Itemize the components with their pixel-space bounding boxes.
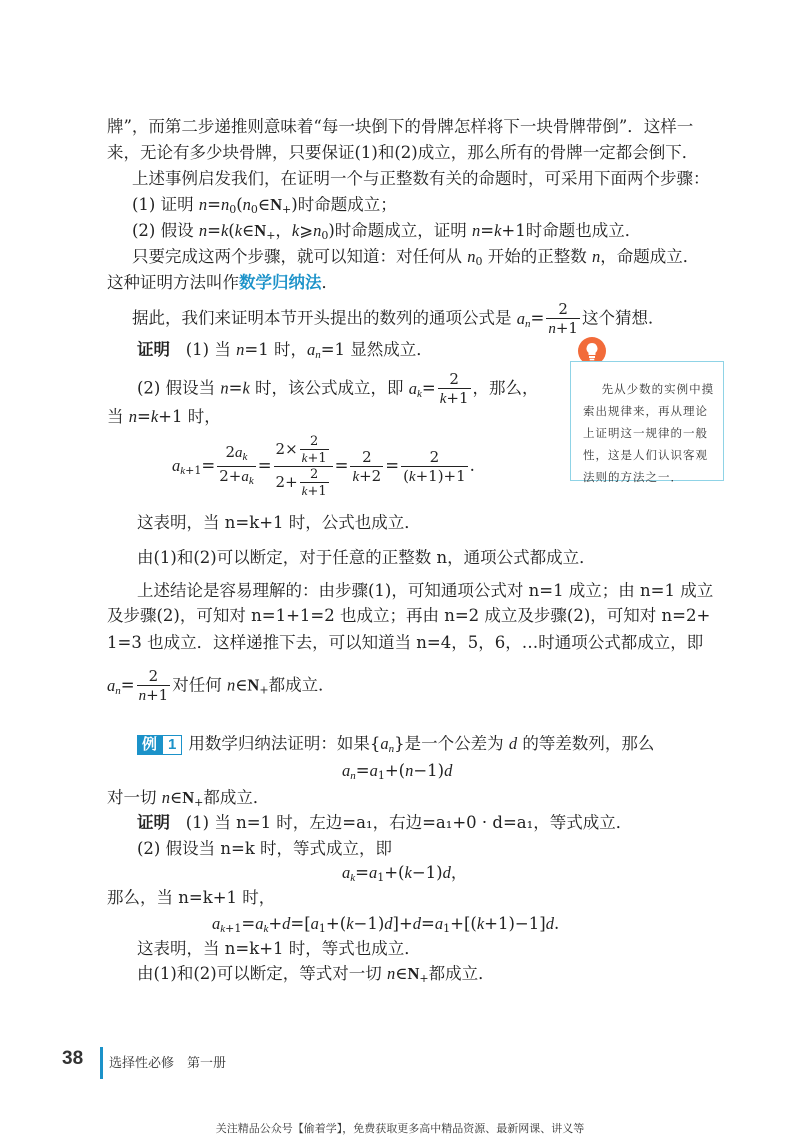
book-title: 选择性必修 第一册 bbox=[109, 1056, 227, 1071]
side-note bbox=[570, 361, 724, 484]
body-line: an= $\frac{2}{n+1}$ 对任何 $n\in N_+$都成立． bbox=[107, 667, 335, 704]
proof-line: 证明 (1) 当 n=1 时，左边=a₁，右边=a₁+0 · d=a₁，等式成立． bbox=[137, 813, 633, 832]
step-1: (1) 证明 $n=n_0(n_0\in N_+)$时命题成立； bbox=[132, 195, 397, 216]
proof-line: 那么，当 n=k+1 时， bbox=[107, 888, 276, 907]
side-note-text: 先从少数的实例中摸索出规律来，再从理论上证明这一规律的一般性，这是人们认识客观法则的方法之一． bbox=[583, 382, 715, 484]
example-1-heading: 例 1 用数学归纳法证明：如果{an}是一个公差为 d 的等差数列，那么 bbox=[137, 733, 654, 760]
body-line: 来，无论有多少块骨牌，只要保证(1)和(2)成立，那么所有的骨牌一定都会倒下． bbox=[107, 143, 699, 162]
body-line: 上述事例启发我们，在证明一个与正整数有关的命题时，可采用下面两个步骤： bbox=[132, 169, 710, 188]
body-line: 1=3 也成立．这样递推下去，可以知道当 n=4，5，6，…时通项公式都成立，即 bbox=[107, 633, 704, 652]
body-line: 牌”，而第二步递推则意味着“每一块倒下的骨牌怎样将下一块骨牌带倒”．这样一 bbox=[107, 117, 694, 136]
example-formula: $ak_{+1}=ak+d=[a_1+(k-1)d]+d=a_1+[(k+1)-1]d$. bbox=[212, 914, 560, 935]
body-line: 上述结论是容易理解的：由步骤(1)，可知通项公式对 n=1 成立；由 n=1 成立 bbox=[137, 581, 714, 600]
example-badge: 例 1 bbox=[137, 735, 182, 755]
example-formula: $ak=a_1+(k-1)d$， bbox=[342, 863, 468, 884]
body-line: 只要完成这两个步骤，就可以知道：对任何从 $n_0$ 开始的正整数 n，命题成立． bbox=[132, 247, 700, 268]
footer-divider bbox=[100, 1047, 103, 1079]
page-number: 38 bbox=[62, 1048, 84, 1069]
proof-line: 当 n=k+1 时， bbox=[107, 407, 221, 426]
proof-line: 由(1)和(2)可以断定，等式对一切 $n\in N_+$都成立． bbox=[137, 964, 495, 985]
term-mathematical-induction: 数学归纳法 bbox=[239, 273, 322, 292]
body-line: 对一切 $n\in N_+$都成立． bbox=[107, 788, 270, 809]
body-line: 及步骤(2)，可知对 n=1+1=2 也成立；再由 n=2 成立及步骤(2)，可知对 n=2+ bbox=[107, 606, 711, 625]
step-2: (2) 假设 $n=k(k\in N_+$，$k⩾n_0$)时命题成立，证明 n=k+1时命题也成立． bbox=[132, 221, 642, 242]
body-line: 这表明，当 n=k+1 时，公式也成立． bbox=[137, 513, 421, 532]
display-equation: $ak_{+1}=$ $\frac{2a_k}{2+a_k}$ = 2× $\frac{2}{k+1}$ 2+ $\frac{2}{k+1}$ = $\frac{2}{k+2}$ = $\frac{2}{(k+1)+1}$ . bbox=[172, 434, 475, 499]
proof-line: (2) 假设当 n=k 时，等式成立，即 bbox=[137, 839, 393, 858]
proof-line: (2) 假设当 n=k 时，该公式成立，即 ak= $\frac{2}{k+1}$ ，那么， bbox=[137, 370, 539, 407]
bottom-note: 关注精品公众号【偷着学】，免费获取更多高中精品资源、最新网课、讲义等 bbox=[215, 1122, 585, 1135]
body-line: 据此，我们来证明本节开头提出的数列的通项公式是 an= $\frac{2}{n+1}$ 这个猜想． bbox=[132, 300, 665, 337]
proof-line: 这表明，当 n=k+1 时，等式也成立． bbox=[137, 939, 421, 958]
body-line: 这种证明方法叫作数学归纳法． bbox=[107, 273, 338, 292]
body-line: 由(1)和(2)可以断定，对于任意的正整数 n，通项公式都成立． bbox=[137, 548, 596, 567]
proof-line: 证明 (1) 当 n=1 时，an=1 显然成立． bbox=[137, 340, 433, 361]
example-formula: $an=a_1+(n-1)d$ bbox=[342, 761, 453, 782]
